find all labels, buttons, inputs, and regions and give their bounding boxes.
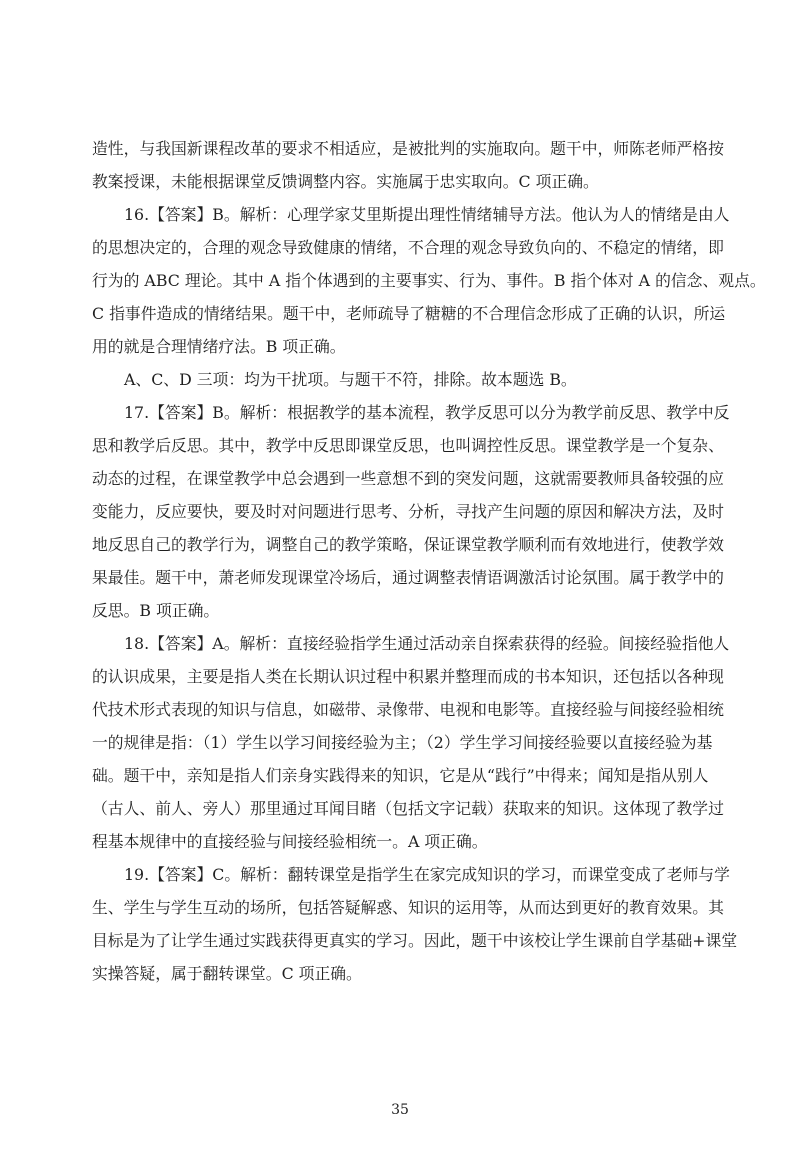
text-line: 造性，与我国新课程改革的要求不相适应，是被批判的实施取向。题干中，师陈老师严格按 bbox=[92, 139, 724, 158]
text-line: 的认识成果，主要是指人类在长期认识过程中积累并整理而成的书本知识，还包括以各种现 bbox=[92, 667, 724, 686]
text-line: 18.【答案】A。解析：直接经验指学生通过活动亲自探索获得的经验。间接经验指他人 bbox=[124, 634, 730, 653]
text-line: 代技术形式表现的知识与信息，如磁带、录像带、电视和电影等。直接经验与间接经验相统 bbox=[92, 700, 724, 719]
text-line: 实操答疑，属于翻转课堂。C 项正确。 bbox=[92, 964, 362, 983]
paragraph-answer-18 bbox=[92, 627, 730, 858]
text-line: 19.【答案】C。解析：翻转课堂是指学生在家完成知识的学习，而课堂变成了老师与学 bbox=[124, 865, 730, 884]
text-line: 目标是为了让学生通过实践获得更真实的学习。因此，题干中该校让学生课前自学基础+课堂 bbox=[92, 931, 738, 950]
text-line: 行为的 ABC 理论。其中 A 指个体遇到的主要事实、行为、事件。B 指个体对 A 的信念、观点。 bbox=[92, 271, 766, 290]
text-line: 果最佳。题干中，萧老师发现课堂冷场后，通过调整表情语调激活讨论氛围。属于教学中的 bbox=[92, 568, 724, 587]
text-line: 17.【答案】B。解析：根据教学的基本流程，教学反思可以分为教学前反思、教学中反 bbox=[124, 403, 730, 422]
text-line: 变能力，反应要快，要及时对问题进行思考、分析，寻找产生问题的原因和解决方法，及时 bbox=[92, 502, 724, 521]
text-line: 用的就是合理情绪疗法。B 项正确。 bbox=[92, 337, 346, 356]
text-line: 16.【答案】B。解析：心理学家艾里斯提出理性情绪辅导方法。他认为人的情绪是由人 bbox=[124, 205, 730, 224]
text-line: （古人、前人、旁人）那里通过耳闻目睹（包括文字记载）获取来的知识。这体现了教学过 bbox=[92, 799, 724, 818]
paragraph-answer-16-extra bbox=[92, 363, 722, 396]
text-line: 动态的过程，在课堂教学中总会遇到一些意想不到的突发问题，这就需要教师具备较强的应 bbox=[92, 469, 724, 488]
text-line: 生、学生与学生互动的场所，包括答疑解惑、知识的运用等，从而达到更好的教育效果。其 bbox=[92, 898, 724, 917]
text-line: 思和教学后反思。其中，教学中反思即课堂反思，也叫调控性反思。课堂教学是一个复杂、 bbox=[92, 436, 724, 455]
text-line: 的思想决定的，合理的观念导致健康的情绪，不合理的观念导致负向的、不稳定的情绪，即 bbox=[92, 238, 724, 257]
text-line: C 指事件造成的情绪结果。题干中，老师疏导了糖糖的不合理信念形成了正确的认识，所运 bbox=[92, 304, 726, 323]
text-line: 反思。B 项正确。 bbox=[92, 601, 220, 620]
paragraph-answer-16 bbox=[92, 198, 766, 363]
text-line: 础。题干中，亲知是指人们亲身实践得来的知识，它是从“践行”中得来；闻知是指从别人 bbox=[92, 766, 709, 785]
text-line: 地反思自己的教学行为，调整自己的教学策略，保证课堂教学顺利而有效地进行，使教学效 bbox=[92, 535, 724, 554]
page-number: 35 bbox=[391, 1102, 409, 1118]
paragraph-continuation bbox=[92, 132, 722, 198]
answer-explanation-text bbox=[92, 132, 766, 990]
text-line: 一的规律是指：（1）学生以学习间接经验为主；（2）学生学习间接经验要以直接经验为基 bbox=[92, 733, 713, 752]
paragraph-answer-19 bbox=[92, 858, 738, 990]
paragraph-answer-17 bbox=[92, 396, 730, 627]
text-line: 教案授课，未能根据课堂反馈调整内容。实施属于忠实取向。C 项正确。 bbox=[92, 172, 599, 191]
text-line: 程基本规律中的直接经验与间接经验相统一。A 项正确。 bbox=[92, 832, 488, 851]
text-line: A、C、D 三项：均为干扰项。与题干不符，排除。故本题选 B。 bbox=[124, 370, 577, 389]
